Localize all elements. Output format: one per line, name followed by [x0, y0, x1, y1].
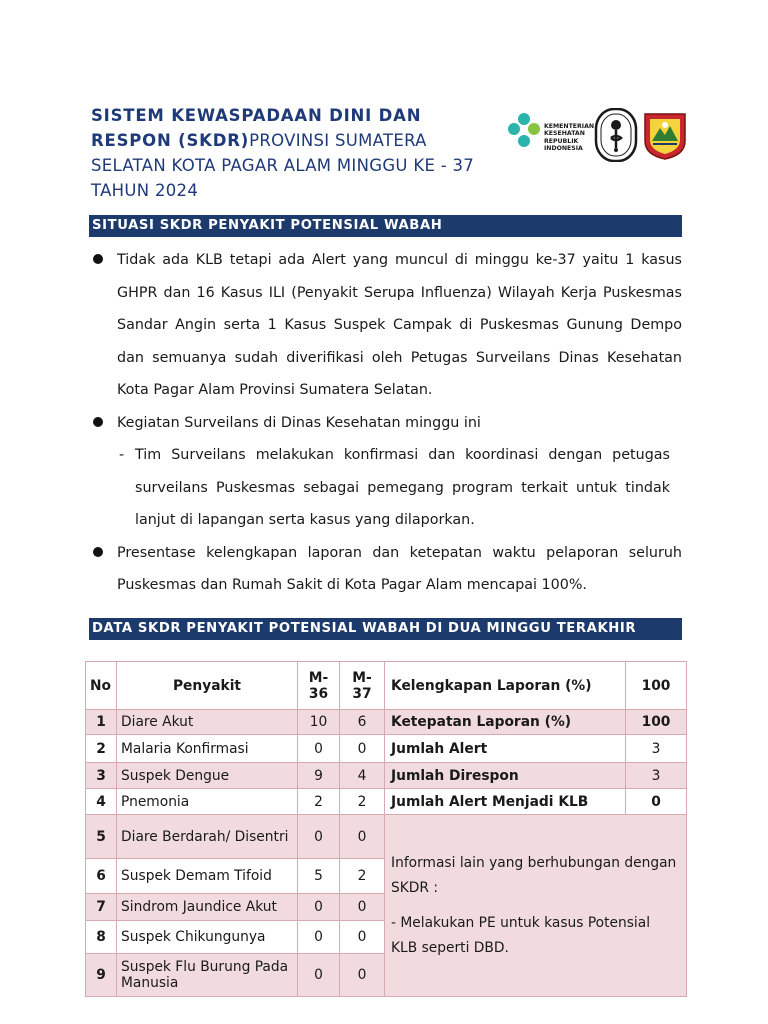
- row-m36: 0: [298, 954, 340, 997]
- row-disease: Suspek Demam Tifoid: [117, 859, 298, 894]
- table-row: [86, 735, 687, 763]
- row-m36: 9: [298, 763, 340, 789]
- row-no: 3: [86, 763, 117, 789]
- stat-value: 100: [626, 662, 687, 710]
- row-no: 4: [86, 789, 117, 815]
- bullet-text: Kegiatan Surveilans di Dinas Kesehatan minggu ini: [117, 414, 481, 431]
- stat-value: 3: [626, 763, 687, 789]
- row-m36: 10: [298, 710, 340, 735]
- header-m36: M-36: [298, 662, 340, 710]
- row-disease: Suspek Chikungunya: [117, 921, 298, 954]
- info-line-2: - Melakukan PE untuk kasus Potensial KLB seperti DBD.: [391, 915, 651, 956]
- bullet-dot-icon: [93, 254, 103, 264]
- row-m36: 0: [298, 735, 340, 763]
- sub-bullet-item: [91, 439, 670, 537]
- table-row: [86, 815, 687, 859]
- header-penyakit: Penyakit: [117, 662, 298, 710]
- header-no: No: [86, 662, 117, 710]
- row-m36: 5: [298, 859, 340, 894]
- info-line-1: Informasi lain yang berhubungan dengan SKDR :: [391, 855, 677, 896]
- row-m37: 6: [340, 710, 385, 735]
- row-m37: 4: [340, 763, 385, 789]
- row-m37: 0: [340, 815, 385, 859]
- row-disease: Diare Akut: [117, 710, 298, 735]
- bullet-item: [91, 244, 682, 407]
- row-disease: Suspek Flu Burung Pada Manusia: [117, 954, 298, 997]
- row-no: 9: [86, 954, 117, 997]
- row-m37: 0: [340, 735, 385, 763]
- stat-value: 3: [626, 735, 687, 763]
- table-row: [86, 789, 687, 815]
- pagar-alam-emblem-icon: [642, 111, 688, 161]
- logo-group: [506, 108, 688, 162]
- kemenkes-logo-text: KEMENTERIAN KESEHATAN REPUBLIK INDONESIA: [544, 123, 595, 152]
- situation-bullets: [91, 244, 682, 602]
- bullet-dot-icon: [93, 547, 103, 557]
- bullet-text: Presentase kelengkapan laporan dan ketepatan waktu pelaporan seluruh Puskesmas dan Rumah Sakit di Kota Pagar Alam mencapai 100%.: [117, 544, 682, 593]
- row-no: 2: [86, 735, 117, 763]
- kemenkes-logo: [506, 112, 595, 158]
- stat-value: 0: [626, 789, 687, 815]
- table-header-row: [86, 662, 687, 710]
- row-m36: 2: [298, 789, 340, 815]
- stat-label: Kelengkapan Laporan (%): [385, 662, 626, 710]
- row-m37: 2: [340, 859, 385, 894]
- stat-label: Jumlah Alert: [385, 735, 626, 763]
- bullet-dot-icon: [93, 417, 103, 427]
- section-heading-data: DATA SKDR PENYAKIT POTENSIAL WABAH DI DUA MINGGU TERAKHIR: [89, 618, 682, 640]
- row-disease: Suspek Dengue: [117, 763, 298, 789]
- info-box: [385, 815, 687, 997]
- row-no: 6: [86, 859, 117, 894]
- stat-value: 100: [626, 710, 687, 735]
- report-title-bold: SISTEM KEWASPADAAN DINI DAN RESPON (SKDR): [91, 106, 422, 150]
- skdr-data-table: [85, 661, 687, 997]
- row-disease: Malaria Konfirmasi: [117, 735, 298, 763]
- stat-label: Jumlah Alert Menjadi KLB: [385, 789, 626, 815]
- report-title-normal: PROVINSI SUMATERA SELATAN KOTA PAGAR ALAM MINGGU KE - 37 TAHUN 2024: [91, 131, 475, 200]
- table-row: [86, 710, 687, 735]
- stat-label: Jumlah Direspon: [385, 763, 626, 789]
- stat-label: Ketepatan Laporan (%): [385, 710, 626, 735]
- row-m37: 2: [340, 789, 385, 815]
- row-disease: Sindrom Jaundice Akut: [117, 894, 298, 921]
- row-disease: Diare Berdarah/ Disentri: [117, 815, 298, 859]
- sub-bullet-text: Tim Surveilans melakukan konfirmasi dan koordinasi dengan petugas surveilans Puskesmas sebagai pemegang program terkait untuk tindak lanjut di lapangan serta kasus yang dilaporkan.: [135, 447, 670, 528]
- bullet-item: [91, 537, 682, 602]
- table-row: [86, 763, 687, 789]
- report-title: [91, 103, 491, 203]
- row-m36: 0: [298, 815, 340, 859]
- dash-marker: -: [119, 447, 125, 463]
- row-no: 5: [86, 815, 117, 859]
- row-m37: 0: [340, 894, 385, 921]
- row-m36: 0: [298, 894, 340, 921]
- row-m37: 0: [340, 921, 385, 954]
- bullet-text: Tidak ada KLB tetapi ada Alert yang muncul di minggu ke-37 yaitu 1 kasus GHPR dan 16 Kasus ILI (Penyakit Serupa Influenza) Wilayah Kerja Puskesmas Sandar Angin serta 1 Kasus Suspek Campak di Puskesmas Gunung Dempo dan semuanya sudah diverifikasi oleh Petugas Surveilans Dinas Kesehatan Kota Pagar Alam Provinsi Sumatera Selatan.: [117, 252, 682, 398]
- row-no: 1: [86, 710, 117, 735]
- section-heading-situasi: SITUASI SKDR PENYAKIT POTENSIAL WABAH: [89, 215, 682, 237]
- row-m37: 0: [340, 954, 385, 997]
- row-no: 8: [86, 921, 117, 954]
- row-no: 7: [86, 894, 117, 921]
- bullet-item: [91, 407, 682, 440]
- row-m36: 0: [298, 921, 340, 954]
- kemenkes-flower-icon: [506, 112, 542, 152]
- surveilans-emblem-icon: [594, 108, 638, 162]
- row-disease: Pnemonia: [117, 789, 298, 815]
- header-m37: M-37: [340, 662, 385, 710]
